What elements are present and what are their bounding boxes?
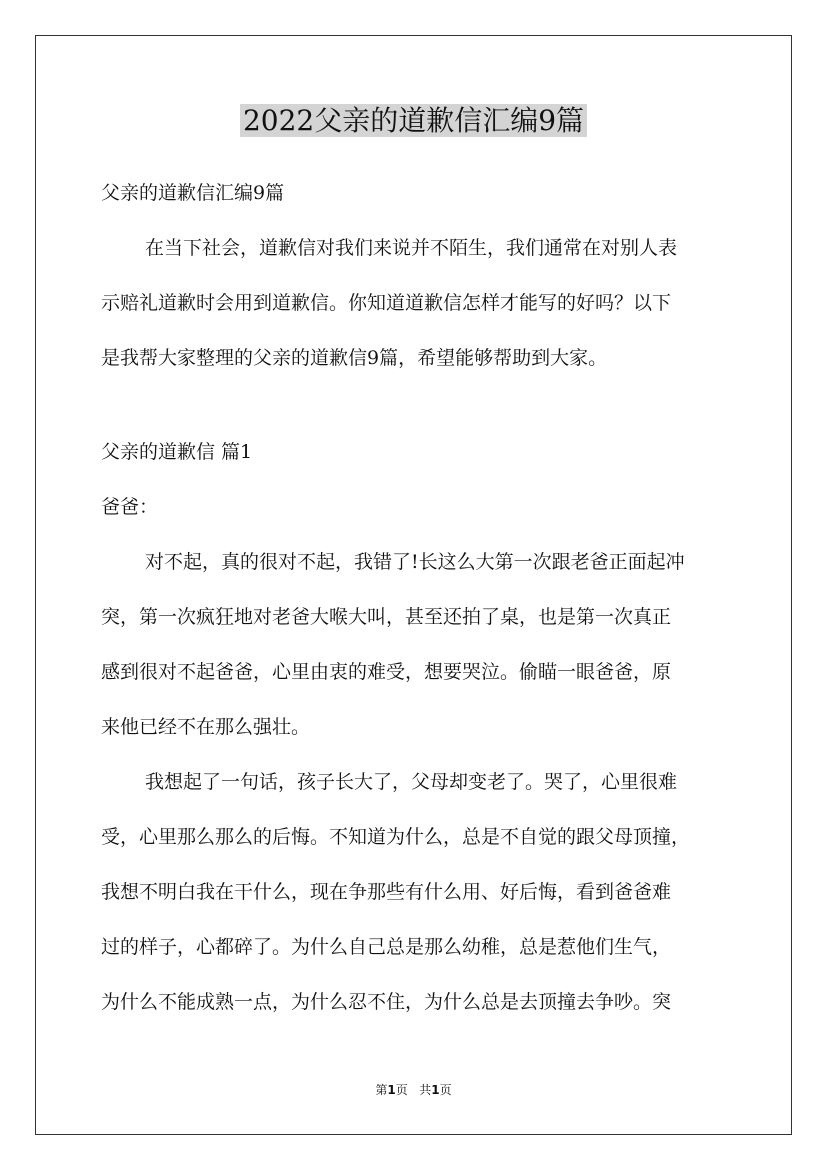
section-heading: 父亲的道歉信 篇1 <box>101 441 253 463</box>
footer-page-number: 1 <box>387 1083 396 1097</box>
paragraph-line: 感到很对不起爸爸，心里由衷的难受，想要哭泣。偷瞄一眼爸爸，原 <box>101 661 672 683</box>
intro-line: 在当下社会，道歉信对我们来说并不陌生，我们通常在对别人表 <box>145 237 678 259</box>
paragraph-line: 我想不明白我在干什么，现在争那些有什么用、好后悔，看到爸爸难 <box>101 881 672 903</box>
intro-line: 示赔礼道歉时会用到道歉信。你知道道歉信怎样才能写的好吗？以下 <box>101 292 672 314</box>
paragraph-line: 受，心里那么那么的后悔。不知道为什么，总是不自觉的跟父母顶撞， <box>101 826 691 848</box>
paragraph-line: 来他已经不在那么强壮。 <box>101 716 311 738</box>
paragraph-line: 突，第一次疯狂地对老爸大喉大叫，甚至还拍了桌，也是第一次真正 <box>101 606 672 628</box>
paragraph-line: 过的样子，心都碎了。为什么自己总是那么幼稚，总是惹他们生气， <box>101 936 672 958</box>
salutation: 爸爸： <box>101 496 159 518</box>
footer-total-number: 1 <box>431 1083 440 1097</box>
document-title-text: 2022父亲的道歉信汇编9篇 <box>240 104 587 137</box>
page-footer <box>0 1082 827 1098</box>
footer-total-suffix: 页 <box>439 1083 452 1097</box>
document-body <box>101 174 729 1022</box>
footer-page-prefix: 第 <box>375 1083 388 1097</box>
footer-page-suffix: 页 <box>395 1083 408 1097</box>
document-subtitle: 父亲的道歉信汇编9篇 <box>101 182 285 204</box>
intro-line: 是我帮大家整理的父亲的道歉信9篇，希望能够帮助到大家。 <box>101 347 608 369</box>
paragraph-line: 为什么不能成熟一点，为什么忍不住，为什么总是去顶撞去争吵。突 <box>101 991 672 1013</box>
paragraph-line: 对不起，真的很对不起，我错了!长这么大第一次跟老爸正面起冲 <box>145 551 685 573</box>
document-title <box>0 101 827 141</box>
paragraph-line: 我想起了一句话，孩子长大了，父母却变老了。哭了，心里很难 <box>145 771 678 793</box>
footer-total-prefix: 共 <box>419 1083 432 1097</box>
